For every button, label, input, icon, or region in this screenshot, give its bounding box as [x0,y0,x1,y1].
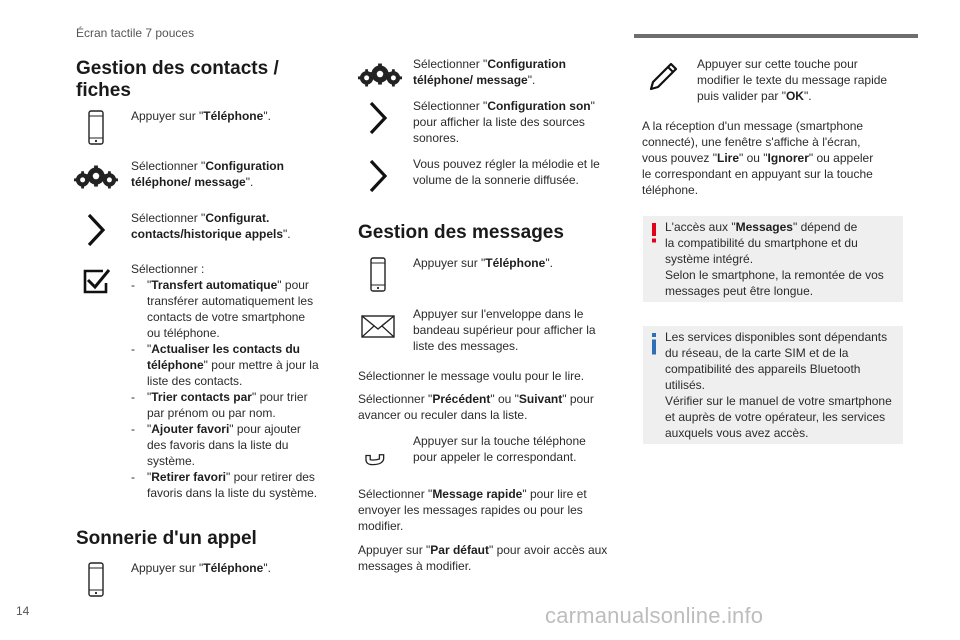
contacts-section-title [76,58,279,102]
envelope-icon [358,306,398,346]
text: Appuyer sur " [131,561,204,575]
contacts-title-line1: Gestion des contacts / [76,58,279,79]
bold-text: Actualiser les contacts du [151,342,300,356]
text: auxquels vous avez accès. [665,426,809,440]
contacts-title-line2: fiches [76,80,131,101]
text: " ou " [490,392,519,406]
messages-para-reception [642,118,912,198]
header-title: Écran tactile 7 pouces [76,26,195,40]
bold-text: Messages [735,220,793,234]
bold-text: Configuration [205,159,284,173]
messages-section-title: Gestion des messages [358,222,564,243]
chevron-right-icon [358,156,398,196]
text: L'accès aux " [665,220,736,234]
text: vous pouvez " [642,151,717,165]
bold-text: Téléphone [203,561,264,575]
chevron-right-icon [358,98,398,138]
text: des favoris dans la liste du [147,438,289,452]
text: ". [803,89,812,103]
text: Sélectionner " [358,487,433,501]
bold-text: Message rapide [432,487,523,501]
text: messages à modifier. [358,559,472,573]
text: bandeau supérieur pour afficher la [413,323,596,337]
list-item: - "Transfert automatique" pour transférer automatiquement les contacts de votre smartphone ou téléphone. [131,277,346,341]
text: " [590,99,595,113]
text: " pour [562,392,594,406]
info-note [643,326,903,444]
text: ". [245,175,254,189]
messages-para-select: Sélectionner le message voulu pour le lire. [358,369,585,383]
text: compatibilité des appareils Bluetooth [665,362,861,376]
text: téléphone. [642,183,699,197]
text: pour appeler le correspondant. [413,450,577,464]
text: Vérifier sur le manuel de votre smartphone [665,394,892,408]
text: ". [283,227,291,241]
bold-text: Ajouter favori [151,422,230,436]
pencil-icon [642,56,682,96]
text: Appuyer sur cette touche pour [697,57,858,71]
list-item: - "Ajouter favori" pour ajouter des favoris dans la liste du système. [131,421,346,469]
watermark: carmanualsonline.info [545,603,764,628]
text: " pour ajouter [229,422,301,436]
text: ". [527,73,536,87]
options-list [131,277,346,501]
text: ". [263,561,271,575]
page-number: 14 [16,604,30,618]
text: puis valider par " [697,89,786,103]
text: modifier. [358,519,404,533]
settings-gears-icon [358,60,402,90]
smartphone-icon [358,255,398,295]
text: Appuyer sur l'enveloppe dans le [413,307,584,321]
text: Sélectionner " [358,392,433,406]
bold-text: Par défaut [430,543,489,557]
text: du réseau, de la carte SIM et de la [665,346,849,360]
info-icon [649,333,659,355]
text: " pour avoir accès aux [488,543,608,557]
bold-text: Transfert automatique [151,278,278,292]
bold-text: Précédent [432,392,491,406]
text: volume de la sonnerie diffusée. [413,173,579,187]
text: Les services disponibles sont dépendants [665,330,888,344]
text: liste des contacts. [147,374,243,388]
smartphone-icon [76,108,116,148]
messages-para-default [358,542,628,574]
text: système. [147,454,196,468]
text: et auprès de votre opérateur, les services [665,410,886,424]
bold-text: Retirer favori [151,470,226,484]
bold-text: OK [785,89,804,103]
text: par prénom ou par nom. [147,406,276,420]
bold-text: Ignorer [767,151,809,165]
text: modifier le texte du message rapide [697,73,888,87]
phone-handset-icon [358,433,398,473]
text: ". [263,109,271,123]
bold-text: Trier contacts par [151,390,252,404]
text: " ou " [739,151,768,165]
text: avancer ou reculer dans la liste. [358,408,528,422]
text: ". [545,256,553,270]
bold-text: Configurat. [205,211,270,225]
bold-text: Téléphone [203,109,264,123]
checkbox-icon [76,261,116,301]
text: ou téléphone. [147,326,220,340]
text: connecté), une fenêtre s'affiche à l'écran, [642,135,861,149]
text: contacts de votre smartphone [147,310,306,324]
text: Sélectionner " [413,99,488,113]
text: " dépend de [792,220,858,234]
bold-text: Configuration son [487,99,591,113]
text: Sélectionner " [131,211,206,225]
list-item: - "Actualiser les contacts du téléphone" pour mettre à jour la liste des contacts. [131,341,346,389]
warning-exclamation-icon [649,223,659,243]
text: transférer automatiquement les [147,294,314,308]
text: Sélectionner : [131,262,205,276]
text: favoris dans la liste du système. [147,486,318,500]
ringtone-section-title: Sonnerie d'un appel [76,528,257,549]
text: Selon le smartphone, la remontée de vos [665,268,884,282]
text: envoyer les messages rapides ou pour les [358,503,583,517]
messages-para-quick [358,486,628,534]
messages-para-navigate [358,391,628,423]
text: A la réception d'un message (smartphone [642,119,864,133]
bold-text: Téléphone [485,256,546,270]
text: Sélectionner " [413,57,488,71]
list-item: - "Trier contacts par" pour trier par prénom ou par nom. [131,389,346,421]
bold-text: Suivant [518,392,563,406]
text: " pour [277,278,309,292]
smartphone-icon [76,560,116,600]
bold-text: Lire [716,151,739,165]
text: Vous pouvez régler la mélodie et le [413,157,600,171]
text: " pour mettre à jour la [203,358,319,372]
settings-gears-icon [74,162,118,192]
warning-note [643,216,903,302]
text: Sélectionner " [131,159,206,173]
text: " pour lire et [522,487,587,501]
text: système intégré. [665,252,754,266]
bold-text: téléphone/ message [413,73,528,87]
text: Appuyer sur " [413,256,486,270]
text: Appuyer sur la touche téléphone [413,434,586,448]
text: Appuyer sur " [131,109,204,123]
text: " ou appeler [808,151,874,165]
bold-text: contacts/historique appels [131,227,284,241]
text: le correspondant en appuyant sur la touche [642,167,873,181]
bold-text: téléphone/ message [131,175,246,189]
text: Appuyer sur " [358,543,431,557]
bold-text: Configuration [487,57,566,71]
text: " pour retirer des [225,470,315,484]
list-item: - "Retirer favori" pour retirer des favoris dans la liste du système. [131,469,346,501]
text: pour afficher la liste des sources [413,115,585,129]
text: utilisés. [665,378,706,392]
text: la compatibilité du smartphone et du [665,236,858,250]
chevron-right-icon [76,210,116,250]
header-bar [634,34,918,38]
text: messages peut être longue. [665,284,814,298]
text: sonores. [413,131,460,145]
text: " pour trier [251,390,308,404]
bold-text: téléphone [147,358,204,372]
text: liste des messages. [413,339,519,353]
